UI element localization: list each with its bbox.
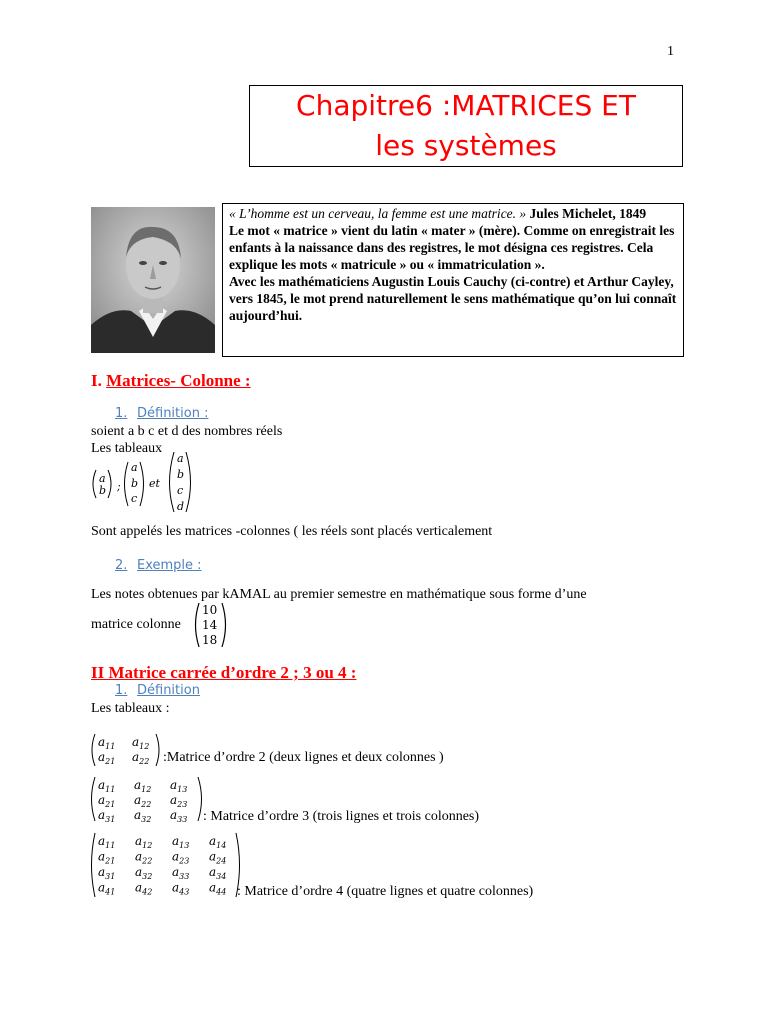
m4-entries	[98, 834, 226, 897]
matrix-entry: $a_{33}$	[172, 865, 190, 881]
vec4-entry: b	[177, 468, 185, 481]
matrix-entry: $a_{14}$	[209, 834, 227, 850]
m2-entries	[98, 735, 149, 766]
vec4-entry: d	[177, 500, 185, 513]
grade-value: 18	[202, 633, 218, 647]
example-heading	[115, 558, 202, 573]
quote-text: « L’homme est un cerveau, la femme est une matrice. »	[229, 206, 527, 221]
matrix-entry: $a_{32}$	[134, 808, 152, 822]
et-word: et	[149, 477, 160, 490]
section1-heading	[91, 371, 251, 391]
matrix-entry: $a_{34}$	[209, 865, 227, 881]
matrix-order2	[88, 733, 164, 767]
vec2-entry: a	[99, 472, 106, 485]
tableaux-line: Les tableaux	[91, 441, 163, 456]
section2-heading	[91, 663, 356, 683]
real-numbers-line: soient a b c et d des nombres réels	[91, 424, 283, 439]
matrix-entry: $a_{13}$	[172, 834, 190, 850]
matrix-entry: $a_{12}$	[134, 778, 152, 794]
matrix-entry: $a_{21}$	[98, 750, 116, 766]
vec4-entry: c	[177, 484, 184, 497]
quote-author: Jules Michelet, 1849	[526, 206, 647, 221]
matrix-entry: $a_{23}$	[170, 793, 188, 809]
definition-label: Définition :	[137, 406, 209, 421]
example-line2: matrice colonne	[91, 617, 181, 632]
grade-value: 14	[202, 618, 218, 632]
page-number: 1	[667, 44, 674, 59]
chapter-title-line2: les systèmes	[375, 129, 557, 162]
section2-definition-heading	[115, 683, 200, 698]
matrix-entry: $a_{43}$	[172, 880, 190, 897]
history-paragraph: Avec les mathématiciens Augustin Louis Cauchy (ci-contre) et Arthur Cayley, vers 1845, le mot prend naturellement le sens mathématique qu’on lui connaît aujourd’hui.	[229, 274, 677, 323]
matrix-entry: $a_{11}$	[98, 735, 116, 751]
matrix-order3-label: : Matrice d’ordre 3 (trois lignes et trois colonnes)	[203, 809, 480, 824]
matrix-entry: $a_{24}$	[209, 849, 227, 866]
tableaux-line2: Les tableaux :	[91, 701, 170, 716]
matrix-entry: $a_{31}$	[98, 865, 116, 881]
definition-number: 1.	[115, 683, 128, 698]
example-label: Exemple :	[137, 558, 202, 573]
section2-title: II Matrice carrée d’ordre 2 ; 3 ou 4 :	[91, 663, 357, 682]
matrix-entry: $a_{42}$	[135, 880, 153, 897]
section1-title: Matrices- Colonne :	[106, 371, 251, 390]
quote-box	[222, 203, 684, 357]
matrix-entry: $a_{13}$	[170, 778, 188, 794]
matrix-entry: $a_{12}$	[135, 834, 153, 850]
portrait-engraving-icon	[91, 207, 215, 353]
matrix-entry: $a_{21}$	[98, 849, 116, 866]
matrix-entry: $a_{11}$	[98, 834, 116, 850]
grade-value: 10	[202, 603, 218, 617]
matrix-entry: $a_{22}$	[134, 793, 152, 809]
matrix-order4-label: : Matrice d’ordre 4 (quatre lignes et quatre colonnes)	[237, 884, 534, 899]
definition-label: Définition	[137, 683, 200, 698]
matrix-entry: $a_{12}$	[132, 735, 150, 751]
matrix-order2-label: :Matrice d’ordre 2 (deux lignes et deux colonnes )	[163, 750, 444, 765]
matrix-entry: $a_{44}$	[209, 880, 227, 897]
chapter-title-line1: Chapitre6 :MATRICES ET	[296, 89, 636, 122]
vec4-entry: a	[177, 452, 184, 465]
matrix-entry: $a_{31}$	[98, 808, 116, 822]
matrix-order4	[88, 832, 244, 898]
grades-column-vector	[192, 603, 232, 647]
matrix-entry: $a_{41}$	[98, 880, 116, 897]
etymology-paragraph: Le mot « matrice » vient du latin « mater » (mère). Comme on enregistrait les enfants à la naissance dans des registres, le mot désigna ces registres. Cela explique les mots « matricule » ou « immatriculation ».	[229, 223, 675, 272]
m3-entries	[98, 778, 187, 822]
chapter-title-box	[249, 85, 683, 167]
column-matrix-conclusion: Sont appelés les matrices -colonnes ( les réels sont placés verticalement	[91, 524, 493, 539]
vec3-entry: c	[131, 492, 138, 505]
section1-definition-heading	[115, 406, 208, 421]
matrix-entry: $a_{22}$	[132, 750, 150, 766]
vec3-entry: a	[131, 461, 138, 474]
matrix-order3	[88, 776, 206, 822]
matrix-entry: $a_{22}$	[135, 849, 153, 866]
quote-paragraph	[229, 205, 677, 222]
matrix-entry: $a_{23}$	[172, 849, 190, 866]
section1-number: I.	[91, 371, 102, 390]
definition-number: 1.	[115, 406, 128, 421]
vector-separator: ;	[117, 480, 121, 493]
example-line1: Les notes obtenues par kAMAL au premier semestre en mathématique sous forme d’une	[91, 587, 587, 602]
column-vectors-figure	[88, 452, 208, 514]
vec2-entry: b	[99, 484, 107, 497]
matrix-entry: $a_{21}$	[98, 793, 116, 809]
matrix-entry: $a_{11}$	[98, 778, 116, 794]
vec3-entry: b	[131, 477, 139, 490]
matrix-entry: $a_{32}$	[135, 865, 153, 881]
example-number: 2.	[115, 558, 128, 573]
matrix-entry: $a_{33}$	[170, 808, 188, 822]
